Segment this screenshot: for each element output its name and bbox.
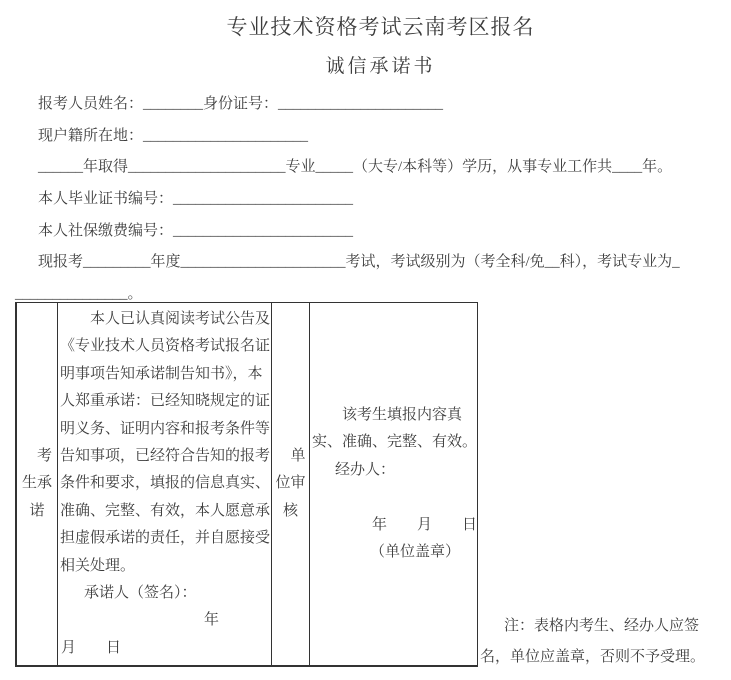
exam-registration-line: 现报考_________年度______________________考试，考试级别为（考全科/免__科），考试专业为_ [38, 254, 680, 271]
commitment-paragraph: 本人已认真阅读考试公告及《专业技术人员资格考试报名证明事项告知承诺制告知书》，本人郑重承诺：已经知晓规定的证明义务、证明内容和报考条件等告知事项，已经符合告知的报考条件和要求，填报的信息真实、准确、完整、有效，本人愿意承担虚假承诺的责任，并自愿接受相关处理。 [60, 311, 271, 574]
signer-label: 承诺人（签名）： [84, 585, 197, 602]
spacer [312, 484, 477, 512]
exam-major-continuation-line: _______________。 [15, 286, 143, 303]
applicant-name-id-line: 报考人员姓名：________身份证号：______________________ [38, 96, 444, 112]
commitment-year-label: 年 [204, 612, 220, 629]
review-date-label: 年 月 日 [371, 516, 477, 533]
commitment-month-day-label: 月 日 [61, 639, 122, 656]
unit-seal-label: （单位盖章） [369, 544, 460, 560]
unit-review-header-cell [272, 303, 310, 665]
review-statement: 该考生填报内容真实、准确、完整、有效。 [311, 406, 477, 450]
form-fields-section [15, 89, 731, 311]
unit-review-header: 单位审核 [275, 447, 306, 519]
page-title: 专业技术资格考试云南考区报名 [226, 15, 535, 39]
page-subtitle: 诚信承诺书 [325, 56, 436, 77]
handler-label: 经办人： [334, 461, 395, 478]
unit-review-cell [310, 303, 477, 665]
social-security-number-line: 本人社保缴费编号：________________________ [38, 222, 354, 239]
candidate-commitment-cell [58, 303, 272, 665]
residence-line: 现户籍所在地：______________________ [38, 127, 309, 144]
diploma-number-line: 本人毕业证书编号：________________________ [38, 191, 354, 208]
candidate-commitment-header: 考生承诺 [21, 447, 52, 519]
footnote: 注：表格内考生、经办人应签名，单位应盖章，否则不予受理。 [480, 618, 706, 665]
education-line: ______年取得_____________________专业_____（大专/本科等）学历，从事专业工作共____年。 [38, 159, 673, 176]
commitment-review-table [15, 302, 478, 667]
candidate-commitment-header-cell [17, 303, 58, 665]
